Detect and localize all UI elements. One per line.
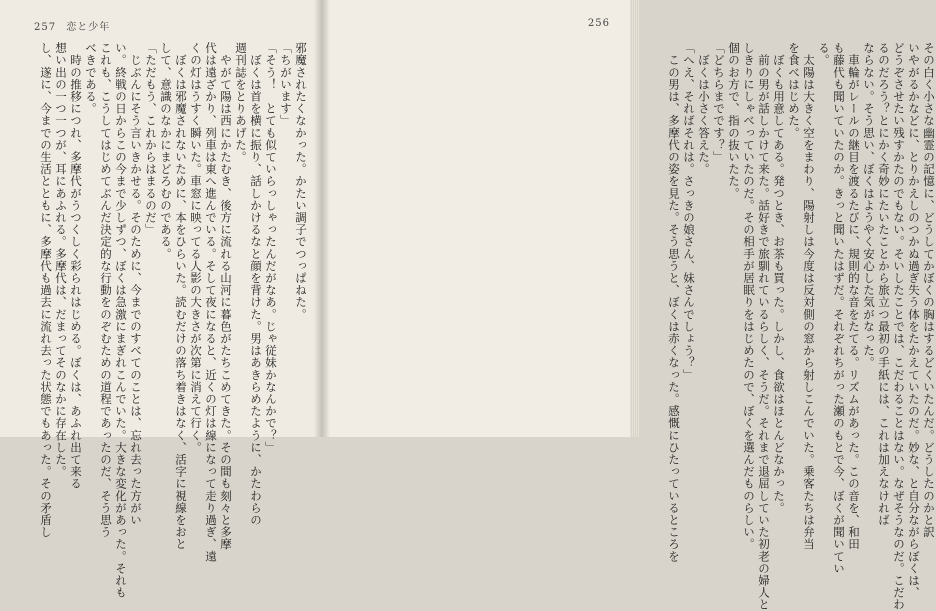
left_page-line: これも、こうしてはじめてぶんだ決定的な行動をのぞむための道程であったのだ、そう思う: [99, 42, 113, 539]
right_page-line: ならない。そう思い、ぼくはようやく安心した気がなった。: [862, 42, 876, 369]
left_page-line: して、意識のなかにまどろむのである。: [159, 42, 173, 260]
left_page-line: 邪魔されたくなかった。かたい調子でつっぱねた。: [294, 42, 308, 321]
left_page-line: 週刊誌をとりあげた。: [234, 42, 248, 163]
right_page-line: 「へえ、そればそれは。さっきの娘さん、妹さんでしょう？」: [682, 42, 696, 381]
left_page-line: やがて陽は西にかたむき、後方に流れる山河に暮色がたちこめてきた。その間も刻々と多摩: [219, 42, 233, 551]
left_page-line: 「そう！ とても似ていらっしゃったんだがなあ。じゃ従妹かなんかで？」: [264, 42, 278, 454]
left_page-line: 想い出の一つ一つが、耳にあふれる。多摩代は、だまってそのなかに存在した。: [54, 42, 68, 478]
left_page-line: 「ちがいます」: [279, 42, 293, 127]
book-gutter: [314, 0, 330, 437]
right_page-line: 車輪がレールの継目を渡るたびに、規則的な音をたてる。リズムがあった。この音を、和田: [847, 42, 861, 551]
right_page-line: 太陽は大きく空をまわり、陽射しは今度は反対側の窓から射しこんでいた。乗客たちは弁当: [802, 42, 816, 551]
left-page: [0, 0, 322, 599]
page-header-right: [588, 18, 610, 29]
right_page-line: るのだろう？とにかく奇妙にたいたことから旅立つ最初の手紙には、これは加えなければ: [877, 42, 891, 526]
left_page-line: 代は遠ざかり、列車は東へ進んでいる。そして夜になると、近くの灯は線になって走り過ぎ、遠: [204, 42, 218, 563]
left_page-line: し、遂に、今までの生活とともに、多摩代も過去に流れ去った状態でもあった。その矛盾し: [39, 42, 53, 539]
right_page-line: ぼくは小さく答えた。: [697, 42, 711, 176]
right_page-line: しきりにしゃべっていたのだ。その相手が居眠りをはじめたので、ぼくを選んだものらしい。: [742, 42, 756, 551]
page-number-left: 257: [34, 22, 57, 33]
right_page-line: 「どちらまでです？」: [712, 42, 726, 163]
left_page-line: 「ただもう、これからはまるのだ」: [144, 42, 158, 236]
right_page-line: いやがるかなどに、とりかえしのつかぬ過ぎ失う体をたかえていたのだ。妙な、と自分ながらぼくは、: [907, 42, 921, 599]
right-page: [322, 0, 936, 611]
left_page-line: くの灯はうすく瞬いた。車窓に映ってる人影の大きさが次第に消えて行く。: [189, 42, 203, 454]
left-page-text: [26, 42, 308, 599]
left_page-line: 時の推移につれ、多摩代がうつくしく彩られはじめる。ぼくは、あふれ出て来る: [69, 42, 83, 490]
left_page-line: い。終戦の日からこの今まで少しずつ、ぼくは急激にまぎれこんでいた。大きな変化があった。それも: [114, 42, 128, 599]
left_page-line: ぼくは首を横に振り、話しかけるなと顔を背けた。男はあきらめたように、かたわらの: [249, 42, 263, 526]
left_page-line: べきである。: [84, 42, 98, 115]
left_page-line: ぼくは邪魔されないために、本をひらいた。読むだけの落ち着きはなく、活字に視線をおと: [174, 42, 188, 551]
right_page-line: も藤代も聞いていたのか。きっと聞いたはずだ。それぞれちがった瀬のもとで今、ぼくが聞いてい: [832, 42, 846, 575]
right_page-line: る。: [817, 42, 831, 67]
page-edge: [630, 0, 640, 437]
right-page-text: [666, 42, 936, 611]
right_page-line: 前の男が話しかけて来た。話好きで旅馴れているらしく、そうだ。それまで退屈していた初老の婦人と: [757, 42, 771, 611]
right_page-line: この男は、多摩代の姿を見た。そう思うと、ぼくは赤くなった。感慨にひたっているところを: [667, 42, 681, 563]
right_page-line: を食べはじめた。: [787, 42, 801, 139]
page-header-left: [34, 18, 110, 33]
running-head: 恋と少年: [66, 22, 111, 33]
right_page-line: ぼくも用意してある。発つとき、お茶も買った。しかし、食欲はほとんどなかった。: [772, 42, 786, 514]
right_page-line: どうぞさせたい残すかたのでもない。そいしたことでは、こだわることはない。なぜそうなのだ。こだわ: [892, 42, 906, 611]
page-number-right: 256: [587, 18, 610, 29]
right_page-line: その白く小さな幽霊の記憶に、どうしてかぼくの胸はするどくいたんだ。どうしたのかと訳: [922, 42, 936, 539]
left_page-line: じぶんにそう言いきかせる。そのために、今までのすべてのことは、忘れ去った方がい: [129, 42, 143, 526]
right_page-line: 個のお方で、指の抜いたた。: [727, 42, 741, 200]
